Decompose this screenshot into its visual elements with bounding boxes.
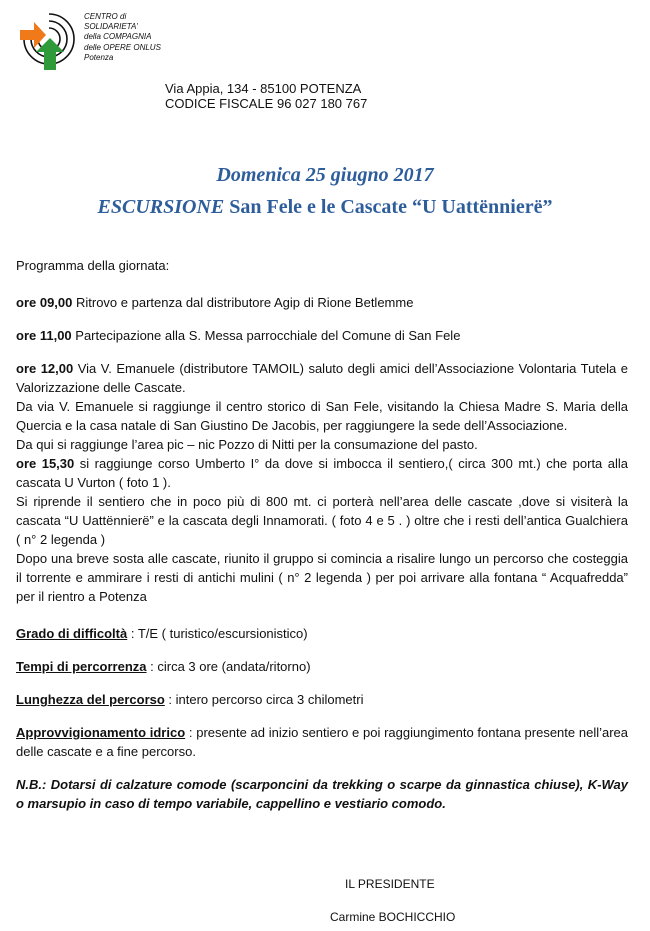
program-paragraph xyxy=(16,454,628,492)
detail-difficulty xyxy=(16,624,628,643)
signature-name: Carmine BOCHICCHIO xyxy=(330,910,456,924)
detail-duration xyxy=(16,657,628,676)
event-title xyxy=(0,163,650,219)
program-item xyxy=(16,359,628,397)
document-body xyxy=(16,256,628,813)
program-time: ore 12,00 xyxy=(16,361,74,376)
org-line: Potenza xyxy=(84,52,114,62)
detail-value: : circa 3 ore (andata/ritorno) xyxy=(146,659,311,674)
address-block xyxy=(165,82,367,111)
detail-label: Grado di difficoltà xyxy=(16,626,128,641)
program-time: ore 11,00 xyxy=(16,328,72,343)
detail-water-supply xyxy=(16,723,628,761)
program-text: Ritrovo e partenza dal distributore Agip di Rione Betlemme xyxy=(72,295,414,310)
program-item xyxy=(16,326,628,345)
event-date: Domenica 25 giugno 2017 xyxy=(216,164,434,186)
program-paragraph: Da qui si raggiunge l’area pic – nic Pozzo di Nitti per la consumazione del pasto. xyxy=(16,437,478,452)
org-line: della COMPAGNIA xyxy=(84,32,152,42)
org-line: delle OPERE ONLUS xyxy=(84,42,161,52)
org-line: CENTRO di xyxy=(84,12,127,21)
signature-role: IL PRESIDENTE xyxy=(345,877,435,891)
detail-label: Lunghezza del percorso xyxy=(16,692,165,707)
program-time: ore 09,00 xyxy=(16,295,73,310)
program-text: Partecipazione alla S. Messa parrocchiale del Comune di San Fele xyxy=(71,328,461,343)
program-paragraph: Si riprende il sentiero che in poco più di 800 mt. ci porterà nell’area delle cascate ,dove si visiterà la cascata “U Uattënnierë” e la cascata degli Innamorati. ( foto 4 e 5 . ) oltre che i resti dell’antica Gualchiera ( n° 2 legenda ) xyxy=(16,494,628,547)
street-address: Via Appia, 134 - 85100 POTENZA xyxy=(165,81,362,96)
detail-label: Tempi di percorrenza xyxy=(16,659,147,674)
excursion-destination: San Fele e le Cascate “U Uattënnierë” xyxy=(224,196,553,218)
fiscal-code: CODICE FISCALE 96 027 180 767 xyxy=(165,95,368,111)
program-intro: Programma della giornata: xyxy=(16,258,170,273)
detail-label: Approvvigionamento idrico xyxy=(16,725,186,740)
program-text: si raggiunge corso Umberto I° da dove si imbocca il sentiero,( circa 300 mt.) che porta alla cascata U Vurton ( foto 1 ). xyxy=(16,456,629,490)
program-paragraph: Dopo una breve sosta alle cascate, riunito il gruppo si comincia a risalire lungo un percorso che costeggia il torrente e ammirare i resti di antichi mulini ( n° 2 legenda ) per poi arrivare alla fontana “ Acquafredda” per il rientro a Potenza xyxy=(16,551,628,604)
organization-name xyxy=(84,12,161,63)
program-item xyxy=(16,293,628,312)
organization-logo-icon xyxy=(18,8,80,70)
detail-value: : presente ad inizio sentiero e poi raggiungimento fontana presente nell’area delle cascate e a fine percorso. xyxy=(16,725,628,759)
program-time: ore 15,30 xyxy=(16,456,75,471)
note-paragraph: N.B.: Dotarsi di calzature comode (scarponcini da trekking o scarpe da ginnastica chiuse), K-Way o marsupio in caso di tempo variabile, cappellino e vestiario comodo. xyxy=(16,777,628,811)
excursion-word: ESCURSIONE xyxy=(97,196,225,218)
detail-value: : intero percorso circa 3 chilometri xyxy=(164,692,364,707)
detail-length xyxy=(16,690,628,709)
org-line: SOLIDARIETA' xyxy=(84,22,138,32)
program-paragraph: Da via V. Emanuele si raggiunge il centro storico di San Fele, visitando la Chiesa Madre S. Maria della Quercia e la casa natale di San Giustino De Jacobis, per raggiungere la sede dell’Associazione. xyxy=(16,399,628,433)
detail-value: : T/E ( turistico/escursionistico) xyxy=(127,626,308,641)
program-text: Via V. Emanuele (distributore TAMOIL) saluto degli amici dell’Associazione Volontaria Tutela e Valorizzazione delle Cascate. xyxy=(16,361,628,395)
event-name xyxy=(0,195,650,219)
